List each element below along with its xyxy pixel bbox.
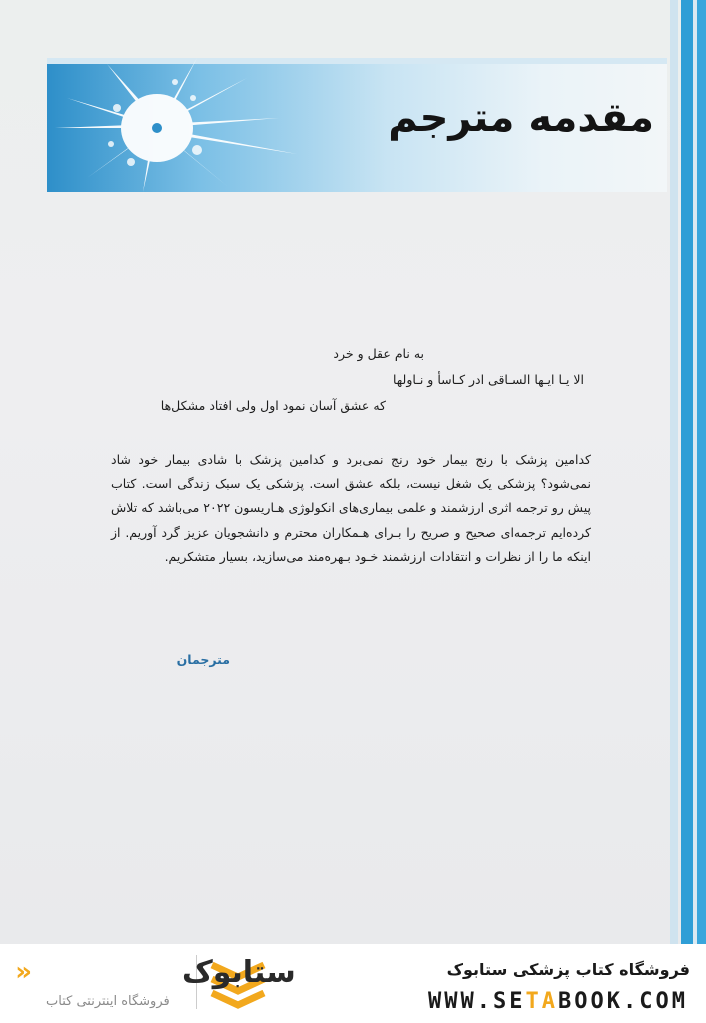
poem-line: الا یـا ایـها السـاقی ادر کـاسأ و نـاولها <box>392 372 584 387</box>
url-accent: TA <box>525 989 559 1014</box>
preface-paragraph: کدامین پزشک با رنج بیمار خود رنج نمی‌برد و کدامین پزشک با شادی بیمار خود شاد نمی‌شود؟ پزشکی یک شغل نیست، بلکه عشق است. پزشکی یک سبک زندگی است. کتاب پیش رو ترجمه اثری ارزشمند و علمی بیماری‌های انکولوژی هـاریسون ۲۰۲۲ می‌باشد که تلاش کرده‌ایم ترجمه‌ای صحیح و صریح را بـرای هـمکاران محترم و دانشجویان عزیز گرد آوریم. از اینکه ما را از نظرات و انتقادات ارزشمند خـود بـهره‌مند می‌سازید، بسیار متشکریم. <box>111 452 591 564</box>
svg-text:«: « <box>15 957 32 987</box>
url-prefix: WWW.SE <box>428 989 526 1014</box>
shop-name: فروشگاه کتاب پزشکی ستابوک <box>446 960 690 979</box>
edge-stripe <box>697 0 706 944</box>
logo-wordmark <box>14 954 296 990</box>
poem-line: که عشق آسان نمود اول ولی افتاد مشکل‌ها <box>160 398 386 413</box>
edge-stripe <box>681 0 693 944</box>
signature: مترجمان <box>176 652 230 667</box>
shop-url[interactable] <box>292 989 688 1014</box>
logo-subtext: فروشگاه اینترنتی کتاب <box>46 994 170 1009</box>
url-suffix: BOOK.COM <box>558 989 688 1014</box>
burst-graphic <box>47 58 307 192</box>
logo-text: ستابوک <box>182 955 296 990</box>
poem-line: به نام عقل و خرد <box>333 346 424 361</box>
page-title: مقدمه مترجم <box>388 95 654 141</box>
edge-stripe <box>670 0 678 944</box>
